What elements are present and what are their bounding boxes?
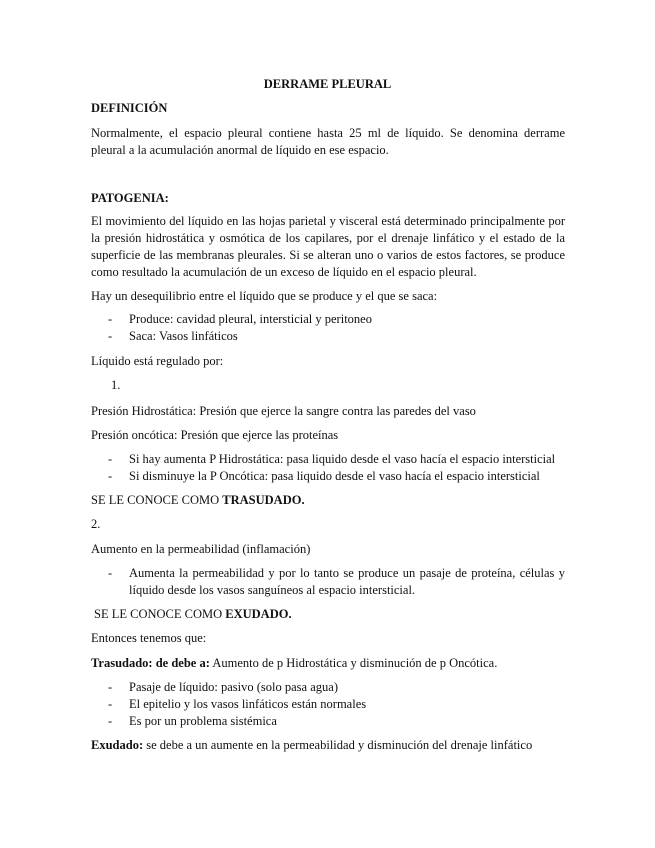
presion-hidrostatica-paragraph: Presión Hidrostática: Presión que ejerce la sangre contra las paredes del vaso (91, 404, 476, 418)
dash-bullet: - (108, 469, 113, 483)
list-item-text: Pasaje de líquido: pasivo (solo pasa agua) (129, 680, 338, 694)
exudado-line-bold: EXUDADO. (225, 607, 292, 621)
definicion-paragraph: Normalmente, el espacio pleural contiene hasta 25 ml de líquido. Se denomina derrame pleural a la acumulación anormal de líquido en ese espacio. (91, 126, 565, 157)
presion-oncotica-paragraph: Presión oncótica: Presión que ejerce las proteínas (91, 428, 339, 442)
exudado-definition (91, 737, 565, 754)
patogenia-paragraph: El movimiento del líquido en las hojas parietal y visceral está determinado principalmente por la presión hidrostática y osmótica de los capilares, por el drenaje linfático y el estado de la superficie de las membranas pleurales. Si se alteran uno o varios de estos factores, se produce como resultado la acumulación de un exceso de líquido en el espacio pleural. (91, 214, 565, 279)
regulado-paragraph: Líquido está regulado por: (91, 354, 224, 368)
entonces-paragraph: Entonces tenemos que: (91, 631, 207, 645)
trasudado-line-bold: TRASUDADO. (222, 493, 305, 507)
patogenia-heading: PATOGENIA: (91, 191, 169, 205)
list-item-text: Si disminuye la P Oncótica: pasa liquido desde el vaso hacía el espacio intersticial (129, 469, 540, 483)
trasudado-definition (91, 655, 565, 672)
exudado-def-text: se debe a un aumente en la permeabilidad y disminución del drenaje linfático (143, 738, 533, 752)
dash-bullet: - (108, 312, 113, 326)
dash-bullet: - (108, 680, 113, 694)
dash-bullet: - (108, 452, 113, 466)
document-title: DERRAME PLEURAL (263, 77, 392, 91)
trasudado-line-prefix: SE LE CONOCE COMO (91, 493, 223, 507)
list-item-text: Produce: cavidad pleural, intersticial y peritoneo (129, 312, 372, 326)
trasudado-def-label: Trasudado: (91, 656, 153, 670)
trasudado-def-bold-rest: de debe a: (152, 656, 210, 670)
numbered-marker-1: 1. (111, 378, 121, 392)
list-item-text: Aumenta la permeabilidad y por lo tanto se produce un pasaje de proteína, células y líquido desde los vasos sanguíneos al espacio intersticial. (129, 566, 565, 597)
dash-bullet: - (108, 329, 113, 343)
numbered-marker-2: 2. (91, 517, 101, 531)
exudado-def-label: Exudado: (91, 738, 144, 752)
trasudado-line (91, 492, 565, 509)
list-item-text: El epitelio y los vasos linfáticos están normales (129, 697, 367, 711)
dash-bullet: - (108, 566, 113, 580)
aumento-paragraph: Aumento en la permeabilidad (inflamación) (91, 542, 311, 556)
dash-bullet: - (108, 714, 113, 728)
definicion-heading: DEFINICIÓN (91, 101, 168, 115)
list-item-text: Si hay aumenta P Hidrostática: pasa liquido desde el vaso hacía el espacio intersticial (129, 452, 556, 466)
trasudado-def-text: Aumento de p Hidrostática y disminución de p Oncótica. (209, 656, 498, 670)
exudado-line-prefix: SE LE CONOCE COMO (94, 607, 226, 621)
list-item-text: Saca: Vasos linfáticos (129, 329, 238, 343)
exudado-line (94, 606, 568, 623)
dash-bullet: - (108, 697, 113, 711)
list-item-text: Es por un problema sistémica (129, 714, 277, 728)
desequilibrio-paragraph: Hay un desequilibrio entre el líquido que se produce y el que se saca: (91, 289, 438, 303)
